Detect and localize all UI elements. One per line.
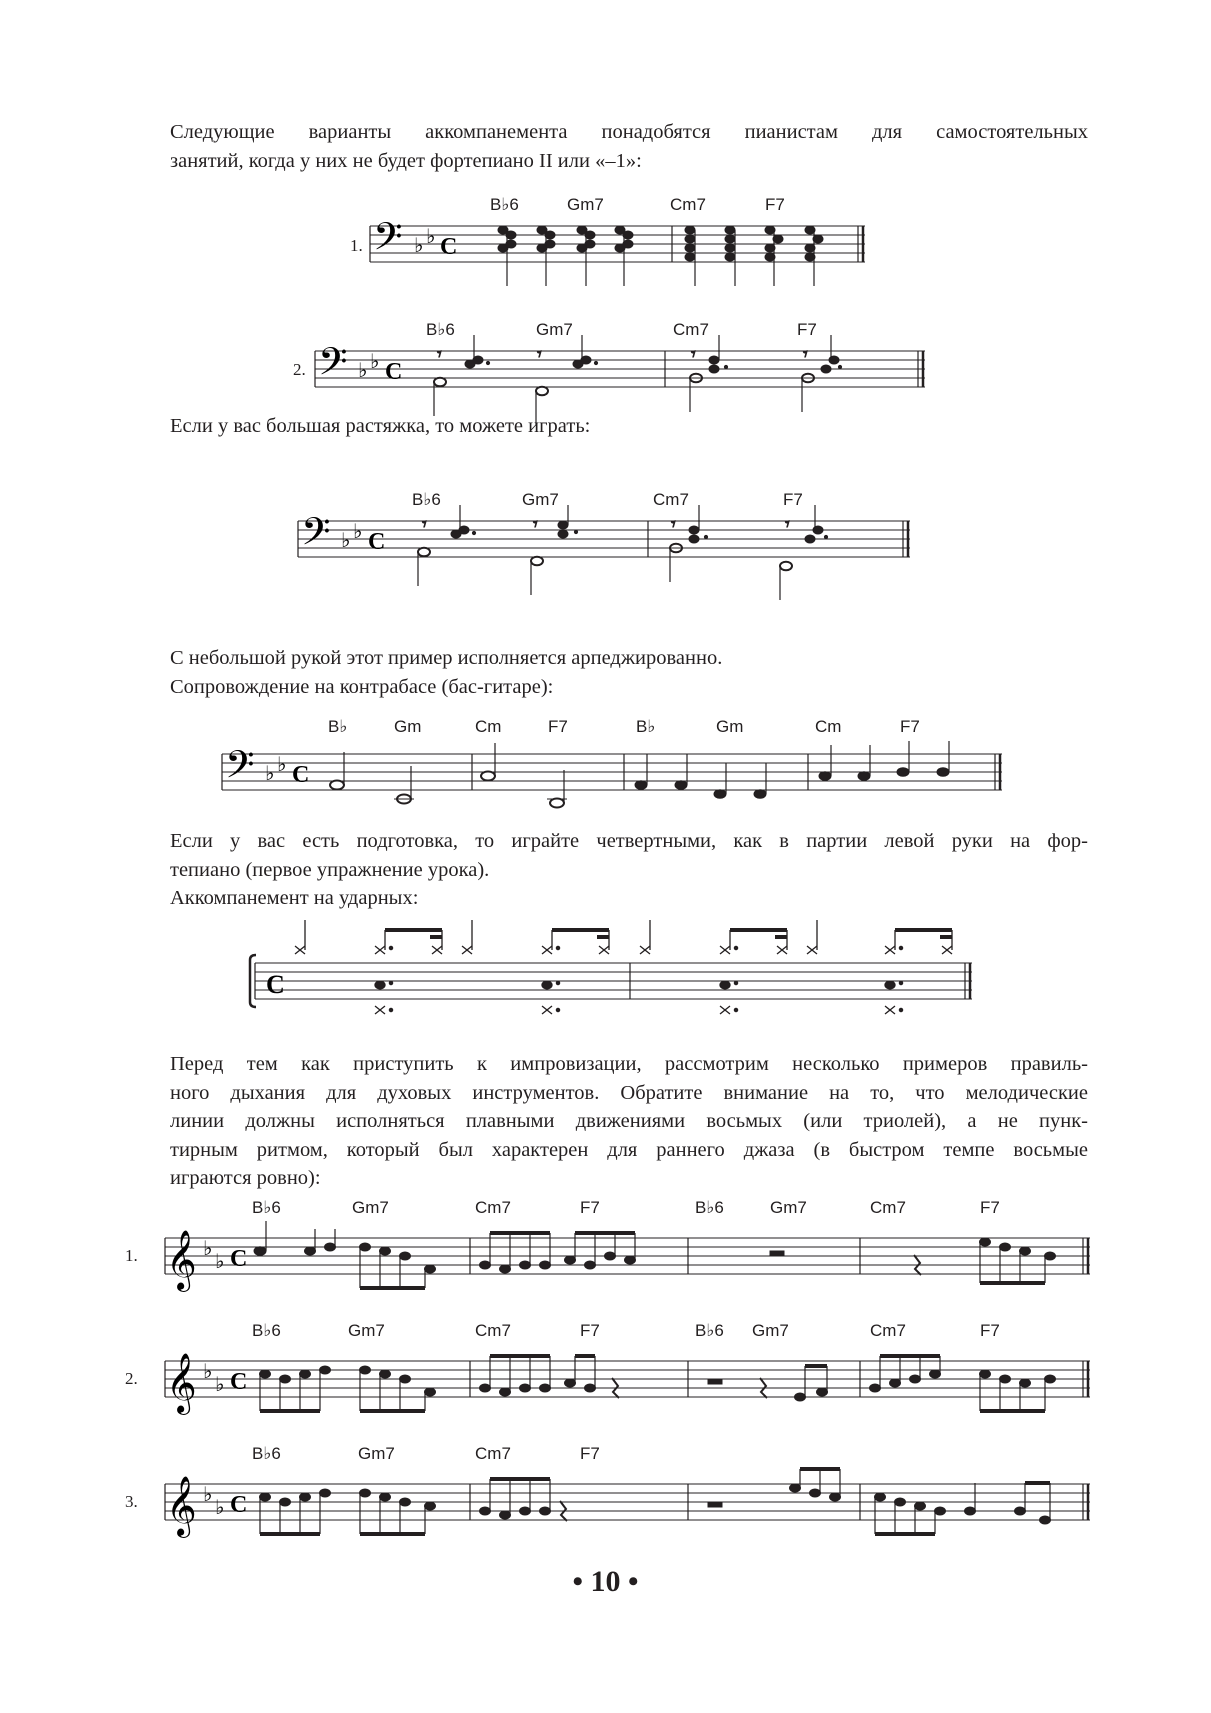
text-line: ного дыхания для духовых инструментов. Обратите внимание на то, что мелодические [170,1081,1088,1104]
chord-symbol: Gm7 [567,195,604,214]
staff-lines [165,1484,1090,1520]
flat-icon: ♭ [353,519,363,543]
flat-icon: ♭ [203,1236,213,1260]
chord-symbol: F7 [580,1444,600,1463]
example-number: 2. [293,360,306,379]
text-line: занятий, когда у них не будет фортепиано II или «–1»: [170,149,642,172]
chord-symbol: Cm7 [673,320,709,339]
common-time-icon: C [385,359,403,385]
staff-lines [165,1361,1090,1397]
rest-icon: 𝄾 [422,514,427,535]
chord-symbol: Gm [394,717,422,736]
bass-clef-icon: 𝄢 [373,214,403,268]
common-time-icon: C [230,1246,248,1272]
chord-symbol: B♭ [328,717,348,736]
chord-symbol: Gm7 [770,1198,807,1217]
flat-icon: ♭ [277,752,287,776]
flat-icon: ♭ [203,1482,213,1506]
chord-symbol: F7 [797,320,817,339]
chord-symbol: B♭ [636,717,656,736]
chord-symbol: Cm7 [870,1198,906,1217]
piano-example-1 [0,190,1211,300]
flat-icon: ♭ [215,1495,225,1519]
flat-icon: ♭ [203,1359,213,1383]
bass-clef-icon: 𝄢 [301,509,331,563]
paragraph-intro [170,118,1088,175]
chord-symbol: B♭6 [412,490,441,509]
treble-clef-icon: 𝄞 [166,1230,197,1290]
piano-example-3 [0,485,1211,605]
chord-symbol: Cm7 [870,1321,906,1340]
text-line: Сопровождение на контрабасе (бас-гитаре): [170,675,554,698]
treble-clef-icon: 𝄞 [166,1353,197,1413]
example-number: 1. [125,1246,138,1265]
chord-symbol: F7 [900,717,920,736]
text-line: тирным ритмом, который был характерен для раннего джаза (в быстром темпе восьмые [170,1138,1088,1161]
chord-symbol: Cm7 [653,490,689,509]
chord-symbol: F7 [765,195,785,214]
chord-symbol: B♭6 [426,320,455,339]
flat-icon: ♭ [265,761,275,785]
chord-symbol: Cm7 [670,195,706,214]
example-number: 2. [125,1369,138,1388]
text-line: Перед тем как приступить к импровизации, рассмотрим несколько примеров правиль- [170,1053,1088,1075]
drum-notes [295,920,952,1014]
bass-notes [330,741,949,808]
page-number: • 10 • [572,1565,639,1598]
flat-icon: ♭ [215,1372,225,1396]
text-line: С небольшой рукой этот пример исполняется арпеджированно. [170,647,723,669]
chord-symbol: F7 [548,717,568,736]
paragraph-stretch [170,412,1088,441]
chord-symbol: Gm7 [348,1321,385,1340]
chord-symbol: Gm [716,717,744,736]
chord-symbol: B♭6 [252,1198,281,1217]
chord-symbol: F7 [980,1198,1000,1217]
common-time-icon: C [292,762,310,788]
chord-symbol: Cm [815,717,842,736]
melody-notes [254,1221,1056,1288]
text-line: играются ровно): [170,1167,321,1189]
bass-clef-icon: 𝄢 [318,339,348,393]
chord-symbol: F7 [580,1198,600,1217]
text-line: Аккомпанемент на ударных: [170,887,419,909]
flat-icon: ♭ [358,358,368,382]
bass-clef-icon: 𝄢 [225,742,255,796]
voice-notes [418,505,828,600]
flat-icon: ♭ [341,528,351,552]
chord-symbol: Cm7 [475,1321,511,1340]
wind-example-2 [0,1316,1211,1426]
wind-example-3 [0,1439,1211,1549]
flat-icon: ♭ [426,224,436,248]
rest-icon: 𝄾 [671,514,676,535]
rest-icon: 𝄾 [533,514,538,535]
paragraph-bass-intro [170,644,1088,701]
paragraph-drums-intro [170,827,1088,913]
chord-symbol: Gm7 [752,1321,789,1340]
flat-icon: ♭ [215,1249,225,1273]
rest-icon: 𝄾 [803,344,808,365]
chord-symbol: B♭6 [695,1321,724,1340]
chord-symbol: Cm7 [475,1444,511,1463]
chord-symbol: B♭6 [252,1321,281,1340]
staff-lines [255,963,972,999]
drums-example [0,910,1211,1020]
example-number: 1. [350,236,363,255]
rest-icon: 𝄾 [785,514,790,535]
text-line: Если у вас большая растяжка, то можете играть: [170,415,591,437]
chord-symbol: F7 [783,490,803,509]
bass-example [0,712,1211,822]
chord-symbol: B♭6 [695,1198,724,1217]
common-time-icon: C [440,234,458,260]
example-number: 3. [125,1492,138,1511]
rest-icon: 𝄾 [537,344,542,365]
wind-example-1 [0,1193,1211,1313]
staff-lines [222,754,1002,790]
common-time-icon: C [368,529,386,555]
flat-icon: ♭ [414,233,424,257]
chord-symbol: Gm7 [522,490,559,509]
common-time-icon: C [266,970,285,999]
chord-symbol: F7 [980,1321,1000,1340]
rest-icon: 𝄾 [437,344,442,365]
chord-symbol: Cm7 [475,1198,511,1217]
melody-notes [260,1356,1056,1411]
chord-symbol: F7 [580,1321,600,1340]
common-time-icon: C [230,1369,248,1395]
chord-symbol: Gm7 [358,1444,395,1463]
chord-symbol: Gm7 [536,320,573,339]
chord-symbol: B♭6 [490,195,519,214]
text-line: тепиано (первое упражнение урока). [170,858,490,881]
chord-symbol: Gm7 [352,1198,389,1217]
treble-clef-icon: 𝄞 [166,1476,197,1536]
text-line: Следующие варианты аккомпанемента понадобятся пианистам для самостоятельных [170,121,1088,143]
chord-symbol: B♭6 [252,1444,281,1463]
rest-icon: 𝄾 [691,344,696,365]
common-time-icon: C [230,1492,248,1518]
text-line: линии должны исполняться плавными движениями восьмых (или триолей), а не пунк- [170,1110,1088,1132]
paragraph-breathing [170,1050,1088,1193]
text-line: Если у вас есть подготовка, то играйте четвертными, как в партии левой руки на фор- [170,830,1088,852]
chord-symbol: Cm [475,717,502,736]
flat-icon: ♭ [370,349,380,373]
